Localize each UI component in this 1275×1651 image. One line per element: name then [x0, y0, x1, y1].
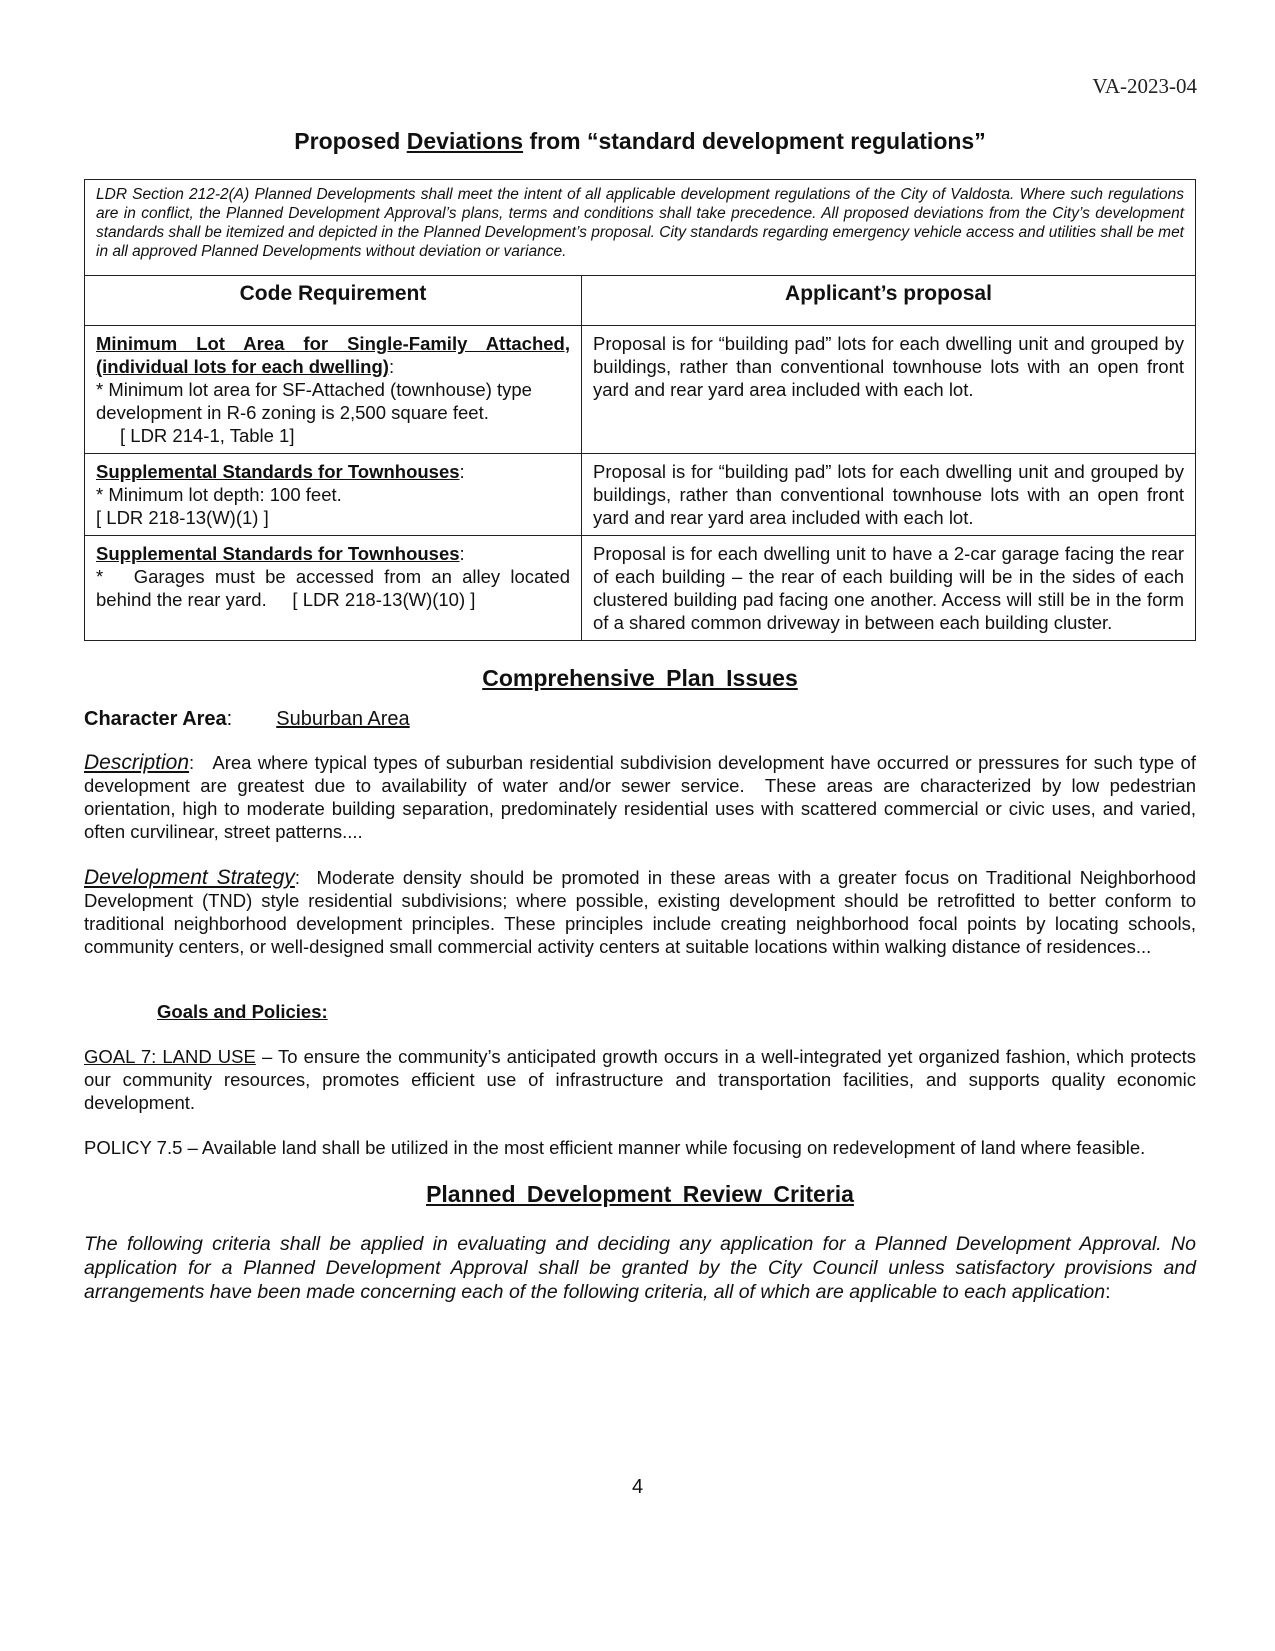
character-area-value: Suburban Area [276, 708, 410, 730]
strategy-label: Development Strategy [84, 866, 295, 889]
intro-text: LDR Section 212-2(A) Planned Developments shall meet the intent of all applicable development regulations of the City of Valdosta. Where such regulations are in conflict, the Planned Development Approval’s plans, terms and conditions shall take precedence. All proposed deviations from the City’s development standards shall be itemized and depicted in the Planned Development’s proposal. City standards regarding emergency vehicle access and utilities shall be met in all approved Planned Developments without deviation or variance. [85, 180, 1196, 276]
goal-paragraph [84, 1045, 1196, 1114]
review-criteria-heading: Planned Development Review Criteria [426, 1181, 854, 1207]
requirement-title-suffix: : [459, 543, 465, 564]
code-requirement-cell [85, 454, 582, 536]
column-header-proposal: Applicant’s proposal [582, 276, 1196, 326]
table-row [85, 326, 1196, 454]
requirement-title-block [96, 460, 570, 483]
requirement-reference: [ LDR 214-1, Table 1] [120, 425, 295, 446]
column-header-code: Code Requirement [85, 276, 582, 326]
policy-paragraph: POLICY 7.5 – Available land shall be utilized in the most efficient manner while focusing on redevelopment of land where feasible. [84, 1137, 1146, 1158]
character-area [84, 708, 1196, 731]
goals-heading: Goals and Policies: [157, 1001, 328, 1022]
proposal-cell: Proposal is for “building pad” lots for each dwelling unit and grouped by buildings, rather than conventional townhouse lots with an open front yard and rear yard area included with each lot. [582, 454, 1196, 536]
proposal-cell: Proposal is for each dwelling unit to have a 2-car garage facing the rear of each building – the rear of each building will be in the sides of each clustered building pad facing one another. Access will still be in the form of a shared common driveway in between each building cluster. [582, 536, 1196, 641]
character-area-label: Character Area [84, 708, 227, 730]
code-requirement-cell [85, 536, 582, 641]
description-label: Description [84, 751, 190, 774]
character-area-colon: : [226, 708, 233, 730]
deviations-heading-pre: Proposed [294, 128, 407, 154]
requirement-title-suffix: : [388, 356, 395, 377]
page-content [84, 128, 1202, 1304]
requirement-title: Supplemental Standards for Townhouses [96, 461, 460, 482]
intro-row [85, 180, 1196, 276]
requirement-title-block [96, 542, 570, 565]
deviations-heading-post: from “standard development regulations” [523, 128, 986, 154]
deviations-heading [84, 128, 1196, 155]
description-paragraph [84, 751, 1202, 843]
review-criteria-text: The following criteria shall be applied in evaluating and deciding any application for a Planned Development Approval. No application for a Planned Development Approval shall be granted by the City Council unless satisfactory provisions and arrangements have been made concerning each of the following criteria, all of which are applicable to each application [84, 1233, 1196, 1303]
proposal-cell: Proposal is for “building pad” lots for each dwelling unit and grouped by buildings, rather than conventional townhouse lots with an open front yard and rear yard area included with each lot. [582, 326, 1196, 454]
description-text: : Area where typical types of suburban residential subdivision development have occurred or pressures for such type of development are greatest due to availability of water and/or sewer service. These areas are characterized by low pedestrian orientation, high to moderate building separation, predominately residential uses with scattered commercial or civic uses, and varied, often curvilinear, street patterns.... [84, 752, 1202, 842]
requirement-body: * Minimum lot area for SF-Attached (townhouse) type development in R-6 zoning is 2,500 square feet. [96, 379, 532, 423]
deviations-heading-underlined: Deviations [406, 128, 524, 154]
requirement-title-suffix: : [459, 461, 465, 482]
table-header-row [85, 276, 1196, 326]
review-criteria-paragraph [84, 1232, 1196, 1304]
requirement-body: * Garages must be accessed from an alley located behind the rear yard. [ LDR 218-13(W)(10) ] [96, 566, 576, 610]
requirement-reference: [ LDR 218-13(W)(1) ] [96, 507, 269, 528]
requirement-title: Minimum Lot Area for Single-Family Attached, (individual lots for each dwelling) [96, 333, 570, 377]
deviations-table [84, 179, 1196, 641]
document-id: VA-2023-04 [1092, 74, 1197, 98]
strategy-paragraph [84, 866, 1202, 958]
goal-text: – To ensure the community’s anticipated growth occurs in a well-integrated yet organized fashion, which protects our community resources, promotes efficient use of infrastructure and transportation facilities, and supports quality economic development. [84, 1046, 1196, 1113]
requirement-body: * Minimum lot depth: 100 feet. [96, 484, 342, 505]
page-number: 4 [631, 1476, 644, 1498]
requirement-title: Supplemental Standards for Townhouses [96, 543, 460, 564]
strategy-text: : Moderate density should be promoted in these areas with a greater focus on Traditional Neighborhood Development (TND) style residential subdivisions; where possible, existing development should be retrofitted to better conform to traditional neighborhood development principles. These principles include creating neighborhood focal points by locating schools, community centers, or well-designed small commercial activity centers at suitable locations within walking distance of residences... [84, 867, 1202, 957]
goal-label: GOAL 7: LAND USE [84, 1046, 256, 1067]
requirement-title-block [96, 332, 570, 378]
table-row [85, 536, 1196, 641]
code-requirement-cell [85, 326, 582, 454]
comprehensive-plan-heading: Comprehensive Plan Issues [482, 665, 798, 691]
review-criteria-suffix: : [1105, 1281, 1111, 1303]
table-row [85, 454, 1196, 536]
